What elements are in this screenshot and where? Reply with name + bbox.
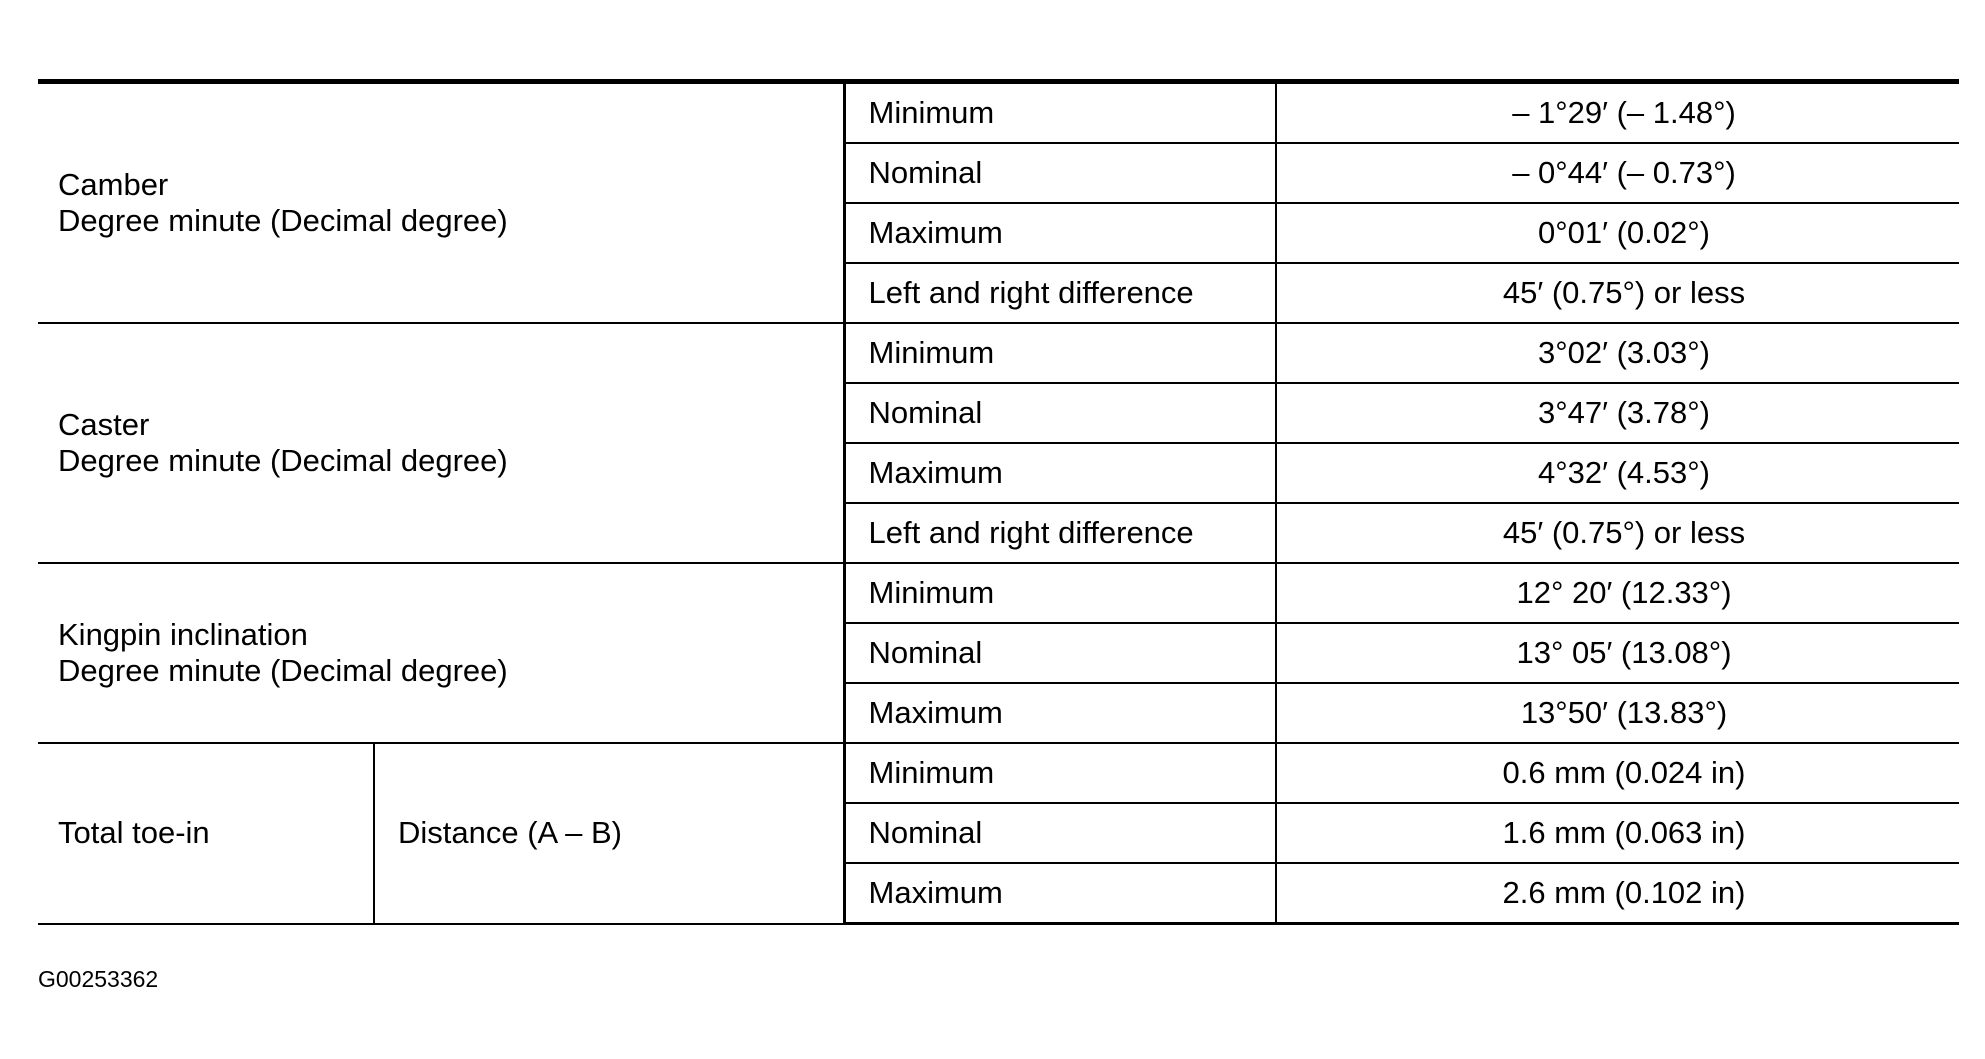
value-cell: 1.6 mm (0.063 in) xyxy=(1276,803,1959,863)
caster-name: Caster xyxy=(58,407,150,442)
level-cell: Nominal xyxy=(844,143,1276,203)
camber-label-cell xyxy=(38,82,844,324)
value-cell: 12° 20′ (12.33°) xyxy=(1276,563,1959,623)
table-row xyxy=(38,743,1959,803)
level-cell: Minimum xyxy=(844,743,1276,803)
value-cell: – 1°29′ (– 1.48°) xyxy=(1276,82,1959,144)
table-row xyxy=(38,82,1959,144)
value-cell: 45′ (0.75°) or less xyxy=(1276,503,1959,563)
kingpin-unit-note: Degree minute (Decimal degree) xyxy=(58,653,508,688)
table-row xyxy=(38,563,1959,623)
level-cell: Maximum xyxy=(844,443,1276,503)
level-cell: Left and right difference xyxy=(844,503,1276,563)
level-cell: Minimum xyxy=(844,563,1276,623)
level-cell: Nominal xyxy=(844,383,1276,443)
caster-unit-note: Degree minute (Decimal degree) xyxy=(58,443,508,478)
value-cell: 3°47′ (3.78°) xyxy=(1276,383,1959,443)
caster-label-cell xyxy=(38,323,844,563)
table-row xyxy=(38,323,1959,383)
level-cell: Maximum xyxy=(844,683,1276,743)
toe-in-label-cell: Total toe-in xyxy=(38,743,374,924)
value-cell: 0°01′ (0.02°) xyxy=(1276,203,1959,263)
level-cell: Maximum xyxy=(844,203,1276,263)
value-cell: 13° 05′ (13.08°) xyxy=(1276,623,1959,683)
level-cell: Left and right difference xyxy=(844,263,1276,323)
value-cell: 13°50′ (13.83°) xyxy=(1276,683,1959,743)
camber-name: Camber xyxy=(58,167,169,202)
level-cell: Minimum xyxy=(844,323,1276,383)
value-cell: 3°02′ (3.03°) xyxy=(1276,323,1959,383)
value-cell: 45′ (0.75°) or less xyxy=(1276,263,1959,323)
wheel-alignment-spec-table xyxy=(38,79,1959,925)
figure-id: G00253362 xyxy=(38,966,159,992)
level-cell: Minimum xyxy=(844,82,1276,144)
toe-in-distance-cell: Distance (A – B) xyxy=(374,743,844,924)
value-cell: 4°32′ (4.53°) xyxy=(1276,443,1959,503)
kingpin-name: Kingpin inclination xyxy=(58,617,308,652)
level-cell: Maximum xyxy=(844,863,1276,924)
level-cell: Nominal xyxy=(844,623,1276,683)
value-cell: 2.6 mm (0.102 in) xyxy=(1276,863,1959,924)
kingpin-label-cell xyxy=(38,563,844,743)
value-cell: – 0°44′ (– 0.73°) xyxy=(1276,143,1959,203)
camber-unit-note: Degree minute (Decimal degree) xyxy=(58,203,508,238)
level-cell: Nominal xyxy=(844,803,1276,863)
value-cell: 0.6 mm (0.024 in) xyxy=(1276,743,1959,803)
